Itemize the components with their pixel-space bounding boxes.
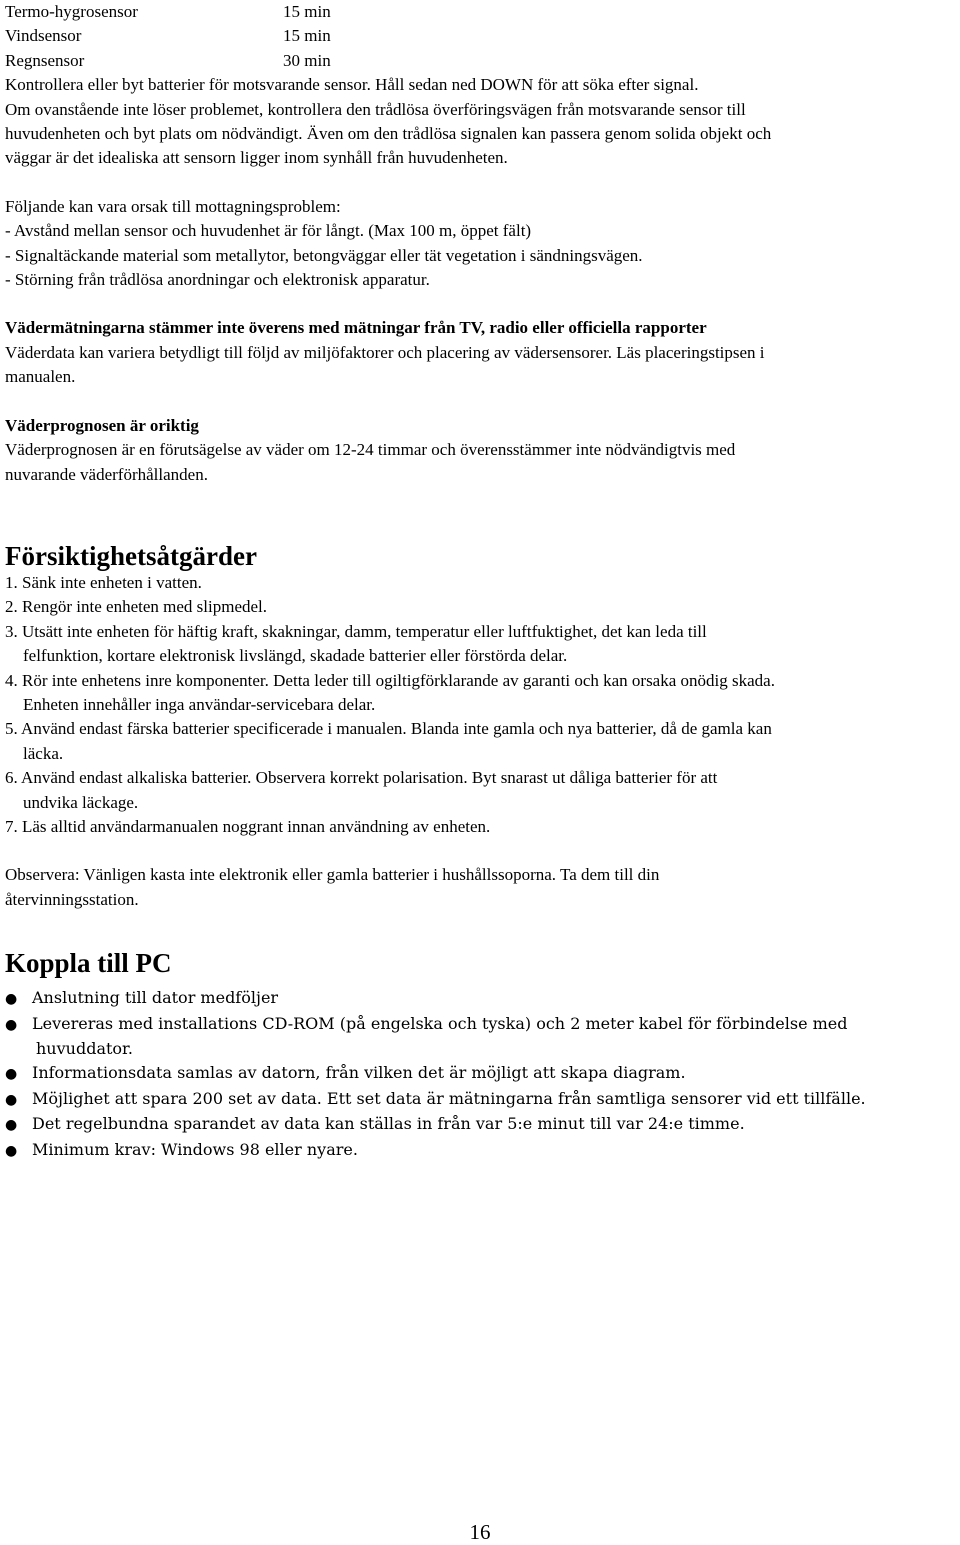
- reception-item: - Avstånd mellan sensor och huvudenhet är för långt. (Max 100 m, öppet fält): [5, 221, 532, 241]
- bullet-continuation: huvuddator.: [36, 1039, 134, 1058]
- sensor-interval: 15 min: [283, 2, 331, 21]
- bullet-icon: ●: [5, 1091, 18, 1108]
- bullet-text: Möjlighet att spara 200 set av data. Ett set data är mätningarna från samtliga sensorer vid ett tillfälle.: [32, 1088, 866, 1108]
- spacer: [5, 292, 955, 316]
- sensor-name: Regnsensor: [5, 50, 85, 70]
- spacer: [5, 171, 955, 195]
- list-item: 3. Utsätt inte enheten för häftig kraft, skakningar, damm, temperatur eller luftfuktighet, det kan leda till: [5, 621, 707, 641]
- text-line: Väderprognosen är en förutsägelse av väder om 12-24 timmar och överensstämmer inte nödvändigtvis med: [5, 440, 736, 460]
- bullet-icon: ●: [5, 991, 18, 1008]
- reception-item: - Störning från trådlösa anordningar och elektronisk apparatur.: [5, 270, 430, 290]
- section-heading: Väderprognosen är oriktig: [5, 415, 199, 435]
- bullet-icon: ●: [5, 1016, 18, 1033]
- sensor-interval: 15 min: [283, 26, 331, 46]
- section-heading: Vädermätningarna stämmer inte överens med mätningar från TV, radio eller officiella rapporter: [5, 318, 707, 338]
- sensor-name: Termo-hygrosensor: [5, 2, 138, 21]
- text-line: återvinningsstation.: [5, 889, 139, 909]
- bullet-item: [5, 1061, 955, 1086]
- spacer: [5, 912, 955, 948]
- bullet-item: [5, 1012, 955, 1037]
- text-line: Väderdata kan variera betydligt till följd av miljöfaktorer och placering av vädersensorer. Läs placeringstipsen i: [5, 342, 765, 362]
- bullet-item: [5, 986, 955, 1011]
- sensor-row: [5, 24, 955, 48]
- text-line: Om ovanstående inte löser problemet, kontrollera den trådlösa överföringsvägen från motsvarande sensor till: [5, 99, 746, 119]
- disposal-note: [5, 863, 955, 912]
- bullet-text: Minimum krav: Windows 98 eller nyare.: [32, 1139, 358, 1159]
- sensor-name: Vindsensor: [5, 26, 82, 46]
- sensor-row: [5, 49, 955, 73]
- bullet-icon: ●: [5, 1117, 18, 1134]
- measurements-section: [5, 316, 955, 389]
- spacer: [5, 390, 955, 414]
- bullet-icon: ●: [5, 1066, 18, 1083]
- sensor-interval: 30 min: [283, 50, 331, 70]
- spacer: [5, 839, 955, 863]
- bullet-text: Levereras med installations CD-ROM (på engelska och tyska) och 2 meter kabel för förbindelse med: [32, 1013, 848, 1033]
- list-item: 4. Rör inte enhetens inre komponenter. Detta leder till ogiltigförklarande av garanti och kan orsaka onödig skada.: [5, 670, 775, 690]
- list-item: 1. Sänk inte enheten i vatten.: [5, 572, 202, 592]
- bullet-text: Det regelbundna sparandet av data kan ställas in från var 5:e minut till var 24:e timme.: [32, 1114, 745, 1134]
- list-item: 2. Rengör inte enheten med slipmedel.: [5, 597, 268, 617]
- troubleshoot-paragraph: [5, 73, 955, 171]
- sensor-row: [5, 0, 955, 24]
- pc-title: Koppla till PC: [5, 948, 172, 979]
- precautions-section: [5, 541, 955, 912]
- precautions-list: [5, 571, 955, 839]
- list-item: 6. Använd endast alkaliska batterier. Observera korrekt polarisation. Byt snarast ut dåliga batterier för att: [5, 768, 718, 788]
- spacer: [5, 487, 955, 541]
- list-item: 7. Läs alltid användarmanualen noggrant innan användning av enheten.: [5, 816, 491, 836]
- precautions-title: Försiktighetsåtgärder: [5, 540, 257, 571]
- list-item-continuation: felfunktion, kortare elektronisk livslängd, skadade batterier eller förstörda delar.: [23, 646, 568, 666]
- pc-bullet-list: [5, 986, 955, 1163]
- list-item-continuation: undvika läckage.: [23, 792, 139, 812]
- reception-problems: [5, 195, 955, 293]
- text-line: manualen.: [5, 367, 76, 387]
- list-item: 5. Använd endast färska batterier specificerade i manualen. Blanda inte gamla och nya batterier, då de gamla kan: [5, 719, 772, 739]
- forecast-section: [5, 414, 955, 487]
- page-number: 16: [469, 1520, 491, 1544]
- bullet-item: [5, 1112, 955, 1137]
- bullet-icon: ●: [5, 1142, 18, 1159]
- text-line: Observera: Vänligen kasta inte elektronik eller gamla batterier i hushållssoporna. Ta dem till din: [5, 865, 660, 885]
- list-item-continuation: Enheten innehåller inga användar-servicebara delar.: [23, 694, 376, 714]
- text-line: Kontrollera eller byt batterier för motsvarande sensor. Håll sedan ned DOWN för att söka efter signal.: [5, 75, 699, 95]
- text-line: väggar är det idealiska att sensorn ligger inom synhåll från huvudenheten.: [5, 148, 508, 168]
- bullet-text: Informationsdata samlas av datorn, från vilken det är möjligt att skapa diagram.: [32, 1063, 686, 1083]
- text-line: nuvarande väderförhållanden.: [5, 464, 208, 484]
- bullet-text: Anslutning till dator medföljer: [32, 988, 279, 1008]
- reception-intro: Följande kan vara orsak till mottagningsproblem:: [5, 196, 341, 216]
- text-line: huvudenheten och byt plats om nödvändigt. Även om den trådlösa signalen kan passera genom solida objekt och: [5, 124, 772, 144]
- list-item-continuation: läcka.: [23, 743, 64, 763]
- document-page: [5, 0, 955, 1163]
- pc-section: [5, 948, 955, 1163]
- bullet-item: [5, 1138, 955, 1163]
- bullet-item: [5, 1087, 955, 1112]
- reception-item: - Signaltäckande material som metallytor, betongväggar eller tät vegetation i sändningsvägen.: [5, 245, 643, 265]
- sensor-interval-table: [5, 0, 955, 73]
